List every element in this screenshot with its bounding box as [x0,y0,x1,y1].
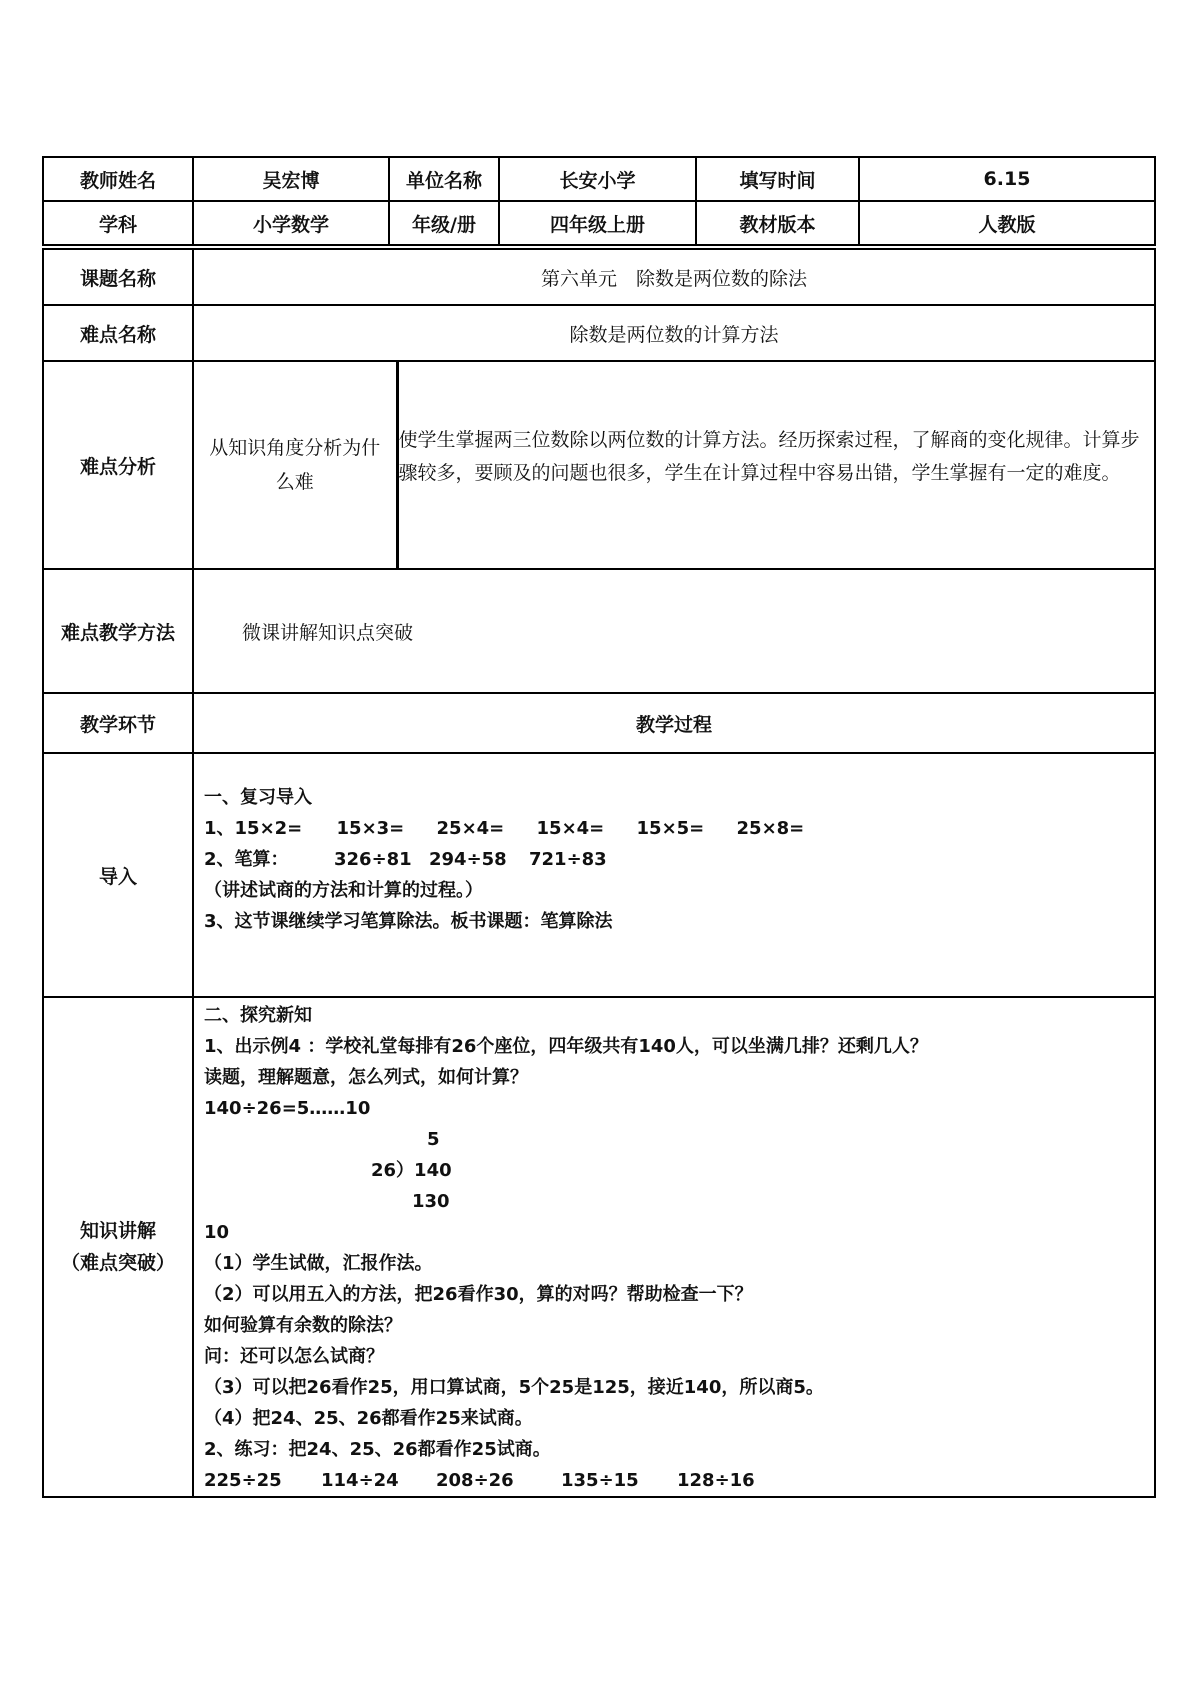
textbook-value: 人教版 [859,201,1155,245]
school-value: 长安小学 [499,157,696,201]
example-question: 读题，理解题意，怎么列式，如何计算？ [204,1067,528,1088]
intro-line2-prefix: 2、笔算： [204,849,289,870]
method-label: 难点教学方法 [43,569,193,693]
method-value: 微课讲解知识点突破 [193,569,1155,693]
written-div-2: 294÷58 [429,849,507,870]
analysis-cell [193,361,1155,569]
practice-item-4: 135÷15 [561,1470,639,1491]
mul-1: 15×2= [234,818,303,839]
check-question: 如何验算有余数的除法？ [204,1315,402,1336]
difficulty-label: 难点名称 [43,305,193,361]
teacher-name-label: 教师姓名 [43,157,193,201]
topic-value: 第六单元 除数是两位数的除法 [193,249,1155,305]
knowledge-label-cell [43,997,193,1497]
teacher-name-value: 吴宏博 [193,157,389,201]
mul-5: 15×5= [636,818,705,839]
difficulty-row [43,305,1155,361]
step-1: （1）学生试做，汇报作法。 [204,1253,433,1274]
method-row [43,569,1155,693]
step-4: （4）把24、25、26都看作25来试商。 [204,1408,533,1429]
example-4: 1、出示例4 ：学校礼堂每排有26个座位，四年级共有140人，可以坐满几排？还剩几人？ [204,1036,928,1057]
intro-title: 一、复习导入 [204,787,312,808]
difficulty-value: 除数是两位数的计算方法 [193,305,1155,361]
process-stage-label: 教学环节 [43,693,193,753]
school-label: 单位名称 [389,157,499,201]
topic-row [43,249,1155,305]
fill-date-label: 填写时间 [696,157,859,201]
practice-item-3: 208÷26 [436,1470,514,1491]
mul-4: 15×4= [536,818,605,839]
analysis-row [43,361,1155,569]
knowledge-content [194,998,1154,1496]
subject-label: 学科 [43,201,193,245]
intro-line1-prefix: 1、 [204,818,235,839]
practice-item-5: 128÷16 [677,1470,755,1491]
written-div-3: 721÷83 [529,849,607,870]
knowledge-row [43,997,1155,1497]
mul-6: 25×8= [736,818,805,839]
long-div-product: 130 [412,1191,450,1212]
long-div-quotient: 5 [427,1129,440,1150]
intro-line-2 [204,844,1154,875]
practice-item-1: 225÷25 [204,1470,282,1491]
long-div-divisor: 26）140 [371,1160,452,1181]
lesson-plan-table [42,156,1156,1498]
intro-content [194,754,1154,937]
long-div-remainder: 10 [204,1222,230,1243]
analysis-label: 难点分析 [43,361,193,569]
analysis-sublabel: 从知识角度分析为什么难 [194,362,397,568]
knowledge-sublabel: （难点突破） [60,1252,175,1274]
example-equation: 140÷26=5……10 [204,1098,371,1119]
intro-label: 导入 [43,753,193,997]
intro-line-4: 3、这节课继续学习笔算除法。板书课题：笔算除法 [204,911,613,932]
process-label: 教学过程 [193,693,1155,753]
mul-2: 15×3= [336,818,405,839]
intro-row [43,753,1155,997]
intro-line-1 [204,813,1154,844]
intro-line-3: （讲述试商的方法和计算的过程。） [204,880,483,901]
knowledge-title: 二、探究新知 [204,1005,312,1026]
topic-label: 课题名称 [43,249,193,305]
mul-3: 25×4= [436,818,505,839]
ask-question: 问：还可以怎么试商？ [204,1346,384,1367]
textbook-label: 教材版本 [696,201,859,245]
step-2: （2）可以用五入的方法，把26看作30，算的对吗？帮助检查一下？ [204,1284,753,1305]
knowledge-cell [193,997,1155,1497]
intro-cell [193,753,1155,997]
header-row-2 [43,201,1155,245]
grade-value: 四年级上册 [499,201,696,245]
practice-title: 2、练习：把24、25、26都看作25试商。 [204,1439,551,1460]
analysis-text: 使学生掌握两三位数除以两位数的计算方法。经历探索过程，了解商的变化规律。计算步骤较多，要顾及的问题也很多，学生在计算过程中容易出错，学生掌握有一定的难度。 [398,429,1140,484]
analysis-inner [194,362,1154,568]
header-row-1 [43,157,1155,201]
process-header-row [43,693,1155,753]
knowledge-label: 知识讲解 [79,1220,156,1242]
fill-date-value: 6.15 [859,157,1155,201]
practice-items [204,1465,1154,1496]
subject-value: 小学数学 [193,201,389,245]
written-div-1: 326÷81 [334,849,412,870]
grade-label: 年级/册 [389,201,499,245]
step-3: （3）可以把26看作25，用口算试商，5个25是125，接近140，所以商5。 [204,1377,824,1398]
practice-item-2: 114÷24 [321,1470,399,1491]
